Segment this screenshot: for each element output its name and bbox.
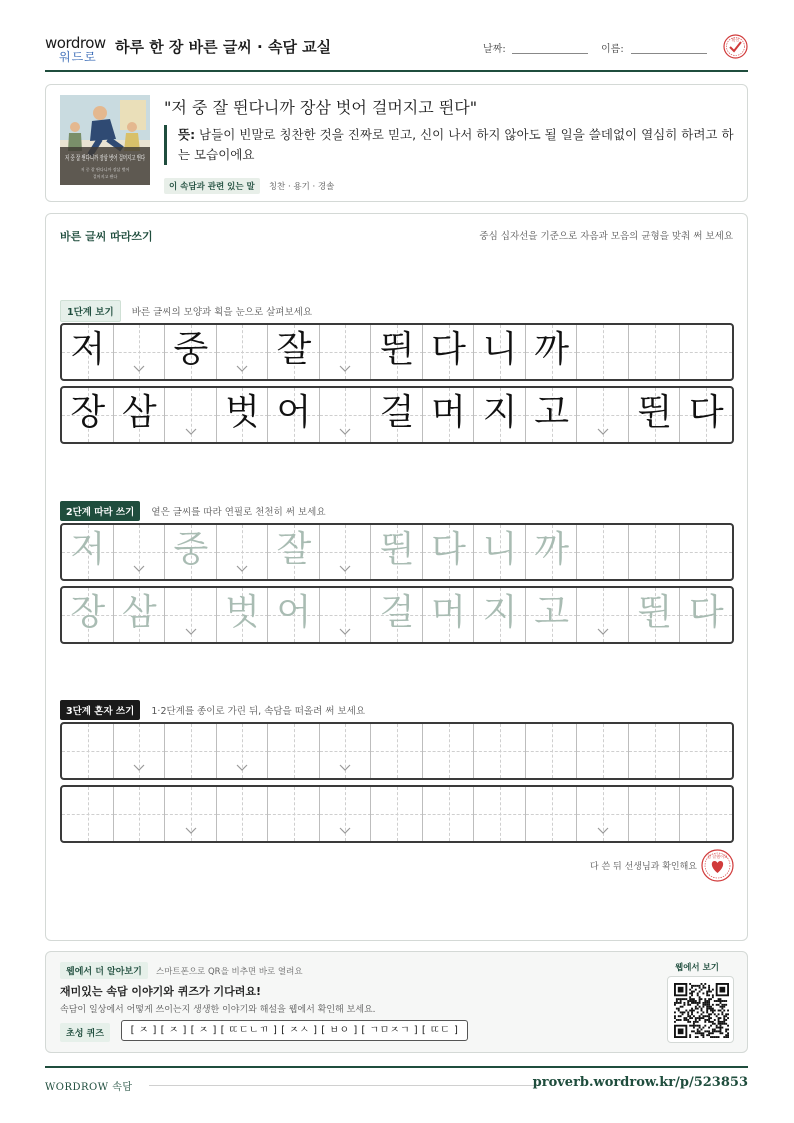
footer-divider — [149, 1085, 539, 1086]
space-mark-icon — [339, 428, 351, 436]
writing-cell[interactable] — [165, 525, 217, 579]
glyph: 중 — [173, 329, 209, 370]
writing-cell[interactable] — [217, 787, 269, 841]
glyph: 지 — [482, 592, 518, 633]
glyph: 저 — [70, 329, 106, 370]
writing-cell[interactable] — [577, 588, 629, 642]
writing-cell[interactable] — [629, 724, 681, 778]
writing-cell[interactable] — [217, 588, 269, 642]
writing-cell[interactable] — [423, 724, 475, 778]
check-stamp-text: 확인 — [731, 37, 740, 43]
writing-cell — [680, 325, 732, 379]
writing-cell[interactable] — [62, 525, 114, 579]
writing-cell — [474, 325, 526, 379]
writing-cell[interactable] — [474, 787, 526, 841]
qr-code-icon — [674, 983, 729, 1038]
step-1-header — [60, 300, 312, 318]
name-field[interactable] — [631, 53, 707, 54]
writing-cell[interactable] — [320, 787, 372, 841]
glyph: 걸 — [379, 592, 415, 633]
writing-cell[interactable] — [268, 787, 320, 841]
glyph: 니 — [482, 529, 518, 570]
glyph: 다 — [431, 529, 466, 570]
glyph: 지 — [482, 392, 518, 433]
related-label: 이 속담과 관련 있는 말 — [164, 178, 260, 194]
meaning-text: 남들이 빈말로 칭찬한 것을 진짜로 믿고, 신이 나서 하지 않아도 될 일을 쓸데없이 열심히 하려고 하는 모습이에요 — [178, 127, 734, 162]
writing-cell[interactable] — [114, 724, 166, 778]
logo-wordmark: wordrow — [45, 34, 106, 52]
step-2-badge: 2단계 따라 쓰기 — [60, 501, 140, 521]
writing-cell — [62, 325, 114, 379]
proverb-meaning — [164, 125, 734, 165]
glyph: 벗 — [224, 592, 260, 633]
writing-cell[interactable] — [268, 588, 320, 642]
step-3-row-2[interactable] — [60, 785, 734, 843]
chosung-quiz: [ ㅈ ] [ ㅈ ] [ ㅈ ] [ ㄸㄷㄴㄲ ] [ ㅈㅅ ] [ ㅂㅇ ] [ ㄱㅁㅈㄱ ] [ ㄸㄷ ] — [121, 1020, 468, 1041]
writing-cell[interactable] — [268, 724, 320, 778]
writing-cell[interactable] — [62, 588, 114, 642]
footer-brand: WORDROW 속담 — [45, 1082, 133, 1093]
writing-cell — [62, 388, 114, 442]
illustration-small-1: 저 중 잘 뛴다니까 장삼 벗어 — [80, 167, 130, 172]
glyph: 뛴 — [379, 329, 415, 370]
glyph: 어 — [276, 392, 312, 433]
writing-cell — [526, 325, 578, 379]
qr-label: 웹에서 보기 — [674, 963, 719, 973]
step-3-header — [60, 699, 365, 717]
writing-cell[interactable] — [577, 787, 629, 841]
space-mark-icon — [339, 628, 351, 636]
glyph: 뛴 — [637, 392, 673, 433]
space-mark-icon — [185, 428, 197, 436]
web-title: 재미있는 속담 이야기와 퀴즈가 기다려요! — [60, 985, 261, 998]
writing-cell — [320, 388, 372, 442]
date-label: 날짜: — [483, 44, 506, 55]
space-mark-icon — [597, 628, 609, 636]
glyph: 중 — [173, 529, 209, 570]
writing-cell[interactable] — [577, 525, 629, 579]
writing-cell[interactable] — [474, 525, 526, 579]
check-stamp-icon — [723, 34, 748, 59]
writing-cell[interactable] — [680, 588, 732, 642]
related-words — [164, 175, 334, 190]
glyph: 삼 — [121, 392, 157, 433]
step-3-badge: 3단계 혼자 쓰기 — [60, 700, 140, 720]
writing-cell — [526, 388, 578, 442]
glyph: 머 — [431, 592, 466, 633]
space-mark-icon — [236, 365, 248, 373]
site-title: 하루 한 장 바른 글씨 · 속담 교실 — [115, 38, 332, 56]
step-2-header — [60, 500, 326, 518]
writing-cell[interactable] — [526, 525, 578, 579]
step-3-desc: 1·2단계를 종이로 가린 뒤, 속담을 떠올려 써 보세요 — [151, 705, 366, 717]
step-2-row-2[interactable] — [60, 586, 734, 644]
writing-cell[interactable] — [320, 724, 372, 778]
space-mark-icon — [597, 428, 609, 436]
glyph: 까 — [534, 329, 569, 370]
writing-cell — [680, 388, 732, 442]
space-mark-icon — [339, 565, 351, 573]
writing-cell — [423, 325, 475, 379]
glyph: 다 — [688, 592, 724, 633]
writing-cell[interactable] — [629, 525, 681, 579]
writing-cell — [371, 388, 423, 442]
web-section — [45, 951, 748, 1053]
writing-cell[interactable] — [165, 724, 217, 778]
space-mark-icon — [236, 565, 248, 573]
illustration-caption: 저 중 잘 뛴다니까 장삼 벗어 걸머지고 뛴다 — [65, 154, 196, 162]
glyph: 장 — [70, 392, 106, 433]
glyph: 고 — [534, 592, 569, 633]
writing-cell[interactable] — [371, 787, 423, 841]
footer-url[interactable]: proverb.wordrow.kr/p/523853 — [532, 1075, 748, 1090]
writing-cell[interactable] — [320, 525, 372, 579]
writing-cell[interactable] — [680, 787, 732, 841]
well-done-stamp-icon — [701, 849, 734, 882]
space-mark-icon — [185, 628, 197, 636]
glyph: 고 — [534, 392, 569, 433]
space-mark-icon — [185, 827, 197, 835]
writing-cell[interactable] — [526, 724, 578, 778]
glyph: 어 — [276, 592, 312, 633]
writing-cell — [371, 325, 423, 379]
name-label: 이름: — [601, 44, 624, 55]
writing-cell[interactable] — [526, 588, 578, 642]
space-mark-icon — [339, 764, 351, 772]
writing-cell — [217, 325, 269, 379]
space-mark-icon — [133, 764, 145, 772]
writing-cell — [629, 325, 681, 379]
glyph: 잘 — [276, 329, 312, 370]
writing-cell[interactable] — [629, 588, 681, 642]
glyph: 다 — [688, 392, 724, 433]
writing-cell[interactable] — [62, 724, 114, 778]
writing-cell — [320, 325, 372, 379]
writing-cell[interactable] — [165, 588, 217, 642]
qr-code[interactable] — [667, 976, 734, 1043]
glyph: 걸 — [379, 392, 415, 433]
writing-cell[interactable] — [577, 724, 629, 778]
glyph: 니 — [482, 329, 518, 370]
date-field[interactable] — [512, 53, 588, 54]
proverb-card — [45, 84, 748, 202]
page-footer — [45, 1066, 748, 1096]
glyph: 뛴 — [379, 529, 415, 570]
writing-cell — [577, 388, 629, 442]
writing-cell[interactable] — [217, 525, 269, 579]
writing-cell[interactable] — [680, 525, 732, 579]
writing-cell[interactable] — [423, 525, 475, 579]
step-2-desc: 옅은 글씨를 따라 연필로 천천히 써 보세요 — [151, 506, 326, 518]
glyph: 장 — [70, 592, 106, 633]
space-mark-icon — [597, 827, 609, 835]
web-subtitle: 스마트폰으로 QR을 비추면 바로 열려요 — [156, 967, 303, 977]
glyph: 벗 — [224, 392, 260, 433]
quiz-label: 초성 퀴즈 — [60, 1023, 110, 1042]
writing-cell[interactable] — [114, 588, 166, 642]
wordrow-logo — [45, 34, 109, 68]
glyph: 다 — [431, 329, 466, 370]
writing-cell[interactable] — [114, 787, 166, 841]
writing-cell[interactable] — [217, 724, 269, 778]
space-mark-icon — [236, 764, 248, 772]
step-3-row-1[interactable] — [60, 722, 734, 780]
writing-cell — [217, 388, 269, 442]
writing-cell — [268, 388, 320, 442]
space-mark-icon — [133, 365, 145, 373]
teacher-check-text: 다 쓴 뒤 선생님과 확인해요 — [589, 862, 697, 872]
step-1-row-1 — [60, 323, 734, 381]
writing-cell[interactable] — [526, 787, 578, 841]
step-2-row-1[interactable] — [60, 523, 734, 581]
writing-cell[interactable] — [371, 525, 423, 579]
writing-cell — [474, 388, 526, 442]
glyph: 잘 — [276, 529, 312, 570]
writing-cell[interactable] — [62, 787, 114, 841]
writing-cell — [114, 388, 166, 442]
glyph: 저 — [70, 529, 106, 570]
glyph: 삼 — [121, 592, 157, 633]
writing-cell[interactable] — [165, 787, 217, 841]
step-1-row-2 — [60, 386, 734, 444]
illustration-small-2: 걸머지고 뛴다 — [92, 174, 118, 179]
practice-title: 바른 글씨 따라쓰기 — [60, 230, 153, 243]
writing-cell[interactable] — [114, 525, 166, 579]
writing-cell — [629, 388, 681, 442]
page-header — [45, 30, 748, 72]
well-done-stamp-text: 참 잘했어요 — [707, 854, 728, 859]
meaning-label: 뜻: — [178, 127, 196, 142]
related-list: 칭찬 · 용기 · 경솔 — [268, 181, 335, 192]
writing-cell[interactable] — [423, 588, 475, 642]
proverb-title: "저 중 잘 뛴다니까 장삼 벗어 걸머지고 뛴다" — [164, 98, 478, 117]
writing-cell[interactable] — [371, 588, 423, 642]
proverb-illustration — [60, 95, 196, 185]
writing-cell — [165, 325, 217, 379]
writing-cell[interactable] — [371, 724, 423, 778]
writing-cell — [577, 325, 629, 379]
writing-cell[interactable] — [474, 588, 526, 642]
practice-hint: 중심 십자선을 기준으로 자음과 모음의 균형을 맞춰 써 보세요 — [479, 231, 733, 242]
writing-cell[interactable] — [268, 525, 320, 579]
step-1-badge: 1단계 보기 — [60, 300, 121, 322]
writing-cell[interactable] — [320, 588, 372, 642]
writing-cell — [165, 388, 217, 442]
writing-cell[interactable] — [474, 724, 526, 778]
glyph: 뛴 — [637, 592, 673, 633]
writing-cell[interactable] — [629, 787, 681, 841]
space-mark-icon — [339, 827, 351, 835]
writing-cell — [114, 325, 166, 379]
logo-korean: 워드로 — [59, 50, 97, 64]
writing-cell[interactable] — [680, 724, 732, 778]
step-1-desc: 바른 글씨의 모양과 획을 눈으로 살펴보세요 — [131, 307, 313, 318]
glyph: 까 — [534, 529, 569, 570]
writing-cell — [268, 325, 320, 379]
glyph: 머 — [431, 392, 466, 433]
space-mark-icon — [133, 565, 145, 573]
web-badge: 웹에서 더 알아보기 — [60, 962, 148, 979]
space-mark-icon — [339, 365, 351, 373]
web-description: 속담이 일상에서 어떻게 쓰이는지 생생한 이야기와 해설을 웹에서 확인해 보세요. — [60, 1005, 376, 1015]
writing-cell — [423, 388, 475, 442]
writing-cell[interactable] — [423, 787, 475, 841]
